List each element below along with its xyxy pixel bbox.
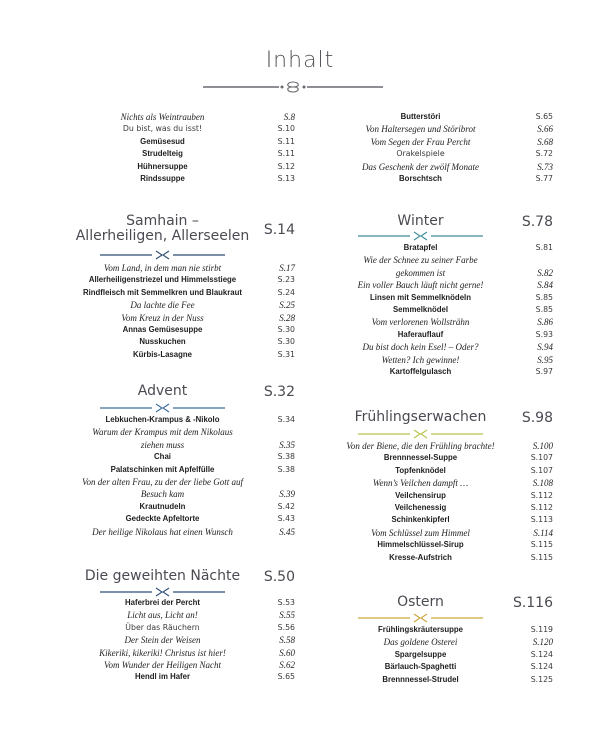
entry-page: S.124 (530, 662, 553, 672)
intro-section (70, 111, 295, 185)
entry-page: S.55 (279, 610, 295, 621)
entry-page: S.95 (537, 354, 553, 365)
entry-title: Kresse-Aufstrich (389, 552, 452, 562)
ornament-winter (358, 231, 483, 241)
entry-title: Krautnudeln (139, 501, 186, 511)
entry-page: S.65 (277, 672, 295, 682)
toc-entry (70, 464, 295, 476)
toc-entry (328, 111, 553, 123)
entry-title: Von der alten Frau, zu der der liebe Gott auf (82, 476, 243, 487)
section-title-fruehling: Frühlingserwachen (354, 409, 487, 425)
section-title-ostern: Ostern (397, 594, 444, 610)
entry-page: S.56 (277, 622, 295, 632)
toc-entry (328, 624, 553, 636)
toc-entry (70, 476, 295, 488)
entry-title: Licht aus, Licht an! (127, 610, 198, 621)
toc-entry (70, 111, 295, 123)
entry-title: Kartoffelgulasch (389, 366, 452, 376)
section-title-winter: Winter (397, 213, 444, 229)
entry-page: S.12 (277, 161, 295, 171)
entry-page: S.60 (279, 647, 295, 658)
entry-title: Der heilige Nikolaus hat einen Wunsch (92, 526, 233, 537)
toc-entry (328, 649, 553, 661)
toc-entry (70, 414, 295, 426)
entry-title: Rindfleisch mit Semmelkren und Blaukraut (82, 287, 242, 297)
entry-title: Allerheiligenstriezel und Himmelsstiege (88, 275, 237, 285)
toc-entry (328, 539, 553, 551)
toc-entry (328, 552, 553, 564)
section-page-samhain: S.14 (263, 222, 295, 238)
entry-title: Butterstöri (400, 112, 441, 121)
entry-title: Rindssuppe (140, 173, 185, 183)
entry-title: Von der Biene, die den Frühling brachte! (346, 441, 495, 451)
entry-page: S.72 (535, 149, 553, 159)
toc-entry (70, 123, 295, 135)
entry-title: Chai (154, 452, 171, 462)
entry-page: S.35 (279, 439, 295, 450)
ornament-naechte (100, 587, 225, 597)
toc-entry (70, 526, 295, 538)
entry-page: S.93 (535, 329, 553, 339)
toc-entry (328, 279, 553, 291)
toc-entry (328, 123, 553, 135)
toc-entry (70, 173, 295, 185)
entry-page: S.86 (537, 317, 553, 328)
entry-page: S.115 (530, 552, 553, 562)
entry-page: S.11 (277, 136, 295, 146)
entry-page: S.107 (530, 453, 553, 463)
entry-page: S.34 (277, 415, 295, 424)
entry-page: S.125 (530, 674, 553, 684)
section-advent (70, 384, 295, 538)
toc-entry (70, 609, 295, 621)
ornament-advent (100, 403, 225, 413)
entry-title: Topfenknödel (395, 465, 446, 475)
entry-page: S.31 (277, 349, 295, 359)
entry-page: S.43 (277, 514, 295, 524)
toc-entry (70, 148, 295, 160)
entry-title: Das goldene Osterei (383, 637, 458, 648)
toc-entry (328, 366, 553, 378)
entry-page: S.8 (283, 112, 295, 122)
entry-page: S.107 (530, 465, 553, 475)
entry-title: Palatschinken mit Apfelfülle (110, 464, 215, 474)
toc-entry (70, 161, 295, 173)
entry-title: Nichts als Weintrauben (120, 112, 205, 122)
entry-title: Strudelteig (142, 149, 183, 159)
entry-page: S.39 (279, 489, 295, 500)
entry-page: S.77 (535, 173, 553, 183)
entry-page: S.85 (535, 304, 553, 314)
entry-title: Veilchenessig (394, 502, 447, 512)
toc-entry (328, 514, 553, 526)
entry-page: S.17 (279, 263, 295, 273)
toc-entry (70, 488, 295, 500)
entry-page: S.42 (277, 501, 295, 511)
toc-entry (328, 148, 553, 160)
entry-page: S.113 (530, 515, 553, 525)
entry-page: S.10 (277, 124, 295, 134)
toc-entry (328, 304, 553, 316)
entry-title: Lebkuchen-Krampus & -Nikolo (105, 415, 220, 424)
entry-title: gekommen ist (395, 267, 446, 278)
toc-entry (328, 674, 553, 686)
entry-title: Vom Wunder der Heiligen Nacht (104, 659, 221, 670)
section-page-ostern: S.116 (512, 595, 553, 611)
entry-title: Ein voller Bauch läuft nicht gerne! (357, 280, 484, 291)
entry-title: Vom Kreuz in der Nuss (121, 312, 204, 323)
entry-page: S.112 (530, 502, 553, 512)
entry-page: S.82 (537, 267, 553, 278)
entry-title: Hühnersuppe (137, 161, 188, 171)
section-page-naechte: S.50 (263, 569, 295, 585)
toc-entry (328, 161, 553, 173)
entry-title: Orakelspiele (396, 149, 445, 159)
toc-entry (70, 262, 295, 274)
entry-title: Über das Räuchern (125, 622, 200, 632)
section-naechte (70, 569, 295, 684)
entry-page: S.73 (537, 161, 553, 172)
entry-title: Hendl im Hafer (134, 672, 191, 682)
title-ornament (203, 80, 383, 94)
toc-entry (70, 671, 295, 683)
toc-entry (70, 349, 295, 361)
entry-title: Haferbrei der Percht (125, 598, 200, 607)
entry-page: S.94 (537, 342, 553, 353)
entry-title: Vom Land, in dem man nie stirbt (103, 263, 222, 273)
section-title-naechte: Die geweihten Nächte (84, 568, 241, 584)
page-title: Inhalt (265, 48, 335, 73)
toc-entry (328, 477, 553, 489)
toc-entry (70, 451, 295, 463)
toc-entry (328, 136, 553, 148)
entry-page: S.115 (530, 540, 553, 550)
toc-entry (70, 501, 295, 513)
section-ostern (328, 595, 553, 686)
entry-page: S.13 (277, 173, 295, 183)
toc-entry (70, 287, 295, 299)
entry-page: S.23 (277, 275, 295, 285)
toc-entry (328, 267, 553, 279)
entry-title: Das Geschenk der zwölf Monate (362, 161, 479, 172)
section-page-advent: S.32 (263, 384, 295, 400)
toc-entry (328, 636, 553, 648)
entry-title: Schinkenkipferl (391, 515, 450, 525)
entry-title: Spargelsuppe (394, 649, 447, 659)
entry-page: S.38 (277, 464, 295, 474)
entry-title: Wie der Schnee zu seiner Farbe (363, 255, 478, 266)
entry-title: Brennnessel-Strudel (382, 674, 459, 684)
toc-entry (328, 502, 553, 514)
entry-title: Nusskuchen (139, 337, 186, 347)
toc-entry (70, 597, 295, 609)
entry-title: Du bist doch kein Esel! – Oder? (362, 342, 479, 353)
ornament-ostern (358, 613, 483, 623)
entry-page: S.108 (532, 478, 553, 489)
section-page-fruehling: S.98 (521, 410, 553, 426)
entry-page: S.119 (530, 625, 553, 634)
entry-title: Gedeckte Apfeltorte (125, 514, 200, 524)
entry-page: S.68 (537, 136, 553, 147)
toc-entry (70, 426, 295, 438)
entry-page: S.53 (277, 598, 295, 607)
entry-page: S.120 (532, 637, 553, 648)
toc-entry (328, 452, 553, 464)
toc-entry (70, 659, 295, 671)
entry-title: Semmelknödel (392, 304, 449, 314)
toc-entry (328, 527, 553, 539)
entry-title: Annas Gemüsesuppe (122, 324, 203, 334)
entry-title: Wetten? Ich gewinne! (381, 354, 460, 365)
entry-title: Wenn’s Veilchen dampft … (372, 478, 469, 489)
entry-page: S.81 (535, 243, 553, 252)
entry-page: S.124 (530, 649, 553, 659)
toc-entry (70, 312, 295, 324)
toc-entry (328, 341, 553, 353)
section-page-winter: S.78 (521, 214, 553, 230)
entry-title: Kikeriki, kikeriki! Christus ist hier! (99, 647, 226, 658)
toc-entry (328, 254, 553, 266)
entry-title: Vom Segen der Frau Percht (370, 136, 471, 147)
entry-page: S.97 (535, 366, 553, 376)
entry-page: S.58 (279, 635, 295, 646)
entry-title: Brennnessel-Suppe (383, 453, 458, 463)
entry-title: Kürbis-Lasagne (133, 349, 192, 359)
entry-page: S.66 (537, 124, 553, 135)
toc-entry (328, 242, 553, 254)
toc-entry (70, 439, 295, 451)
entry-title: Bratapfel (403, 243, 438, 252)
toc-entry (70, 336, 295, 348)
toc-entry (328, 354, 553, 366)
entry-title: Himmelschlüssel-Sirup (377, 540, 464, 550)
toc-entry (328, 440, 553, 452)
entry-title: Vom verlorenen Wollsträhn (371, 317, 470, 328)
toc-entry (70, 136, 295, 148)
toc-entry (70, 622, 295, 634)
right-intro-section (328, 111, 553, 185)
toc-entry (328, 316, 553, 328)
ornament-samhain (100, 250, 225, 260)
entry-page: S.45 (279, 526, 295, 537)
entry-title: Veilchensirup (395, 490, 446, 500)
toc-entry (70, 299, 295, 311)
entry-title: Bärlauch-Spaghetti (384, 662, 457, 672)
section-winter (328, 214, 553, 378)
section-title-samhain: Samhain – Allerheiligen, Allerseelen (75, 213, 250, 244)
toc-entry (70, 647, 295, 659)
entry-title: Vom Schlüssel zum Himmel (371, 527, 470, 538)
entry-title: Warum der Krampus mit dem Nikolaus (92, 427, 233, 438)
entry-page: S.30 (277, 337, 295, 347)
entry-page: S.30 (277, 324, 295, 334)
entry-page: S.114 (533, 527, 553, 538)
entry-page: S.11 (277, 149, 295, 159)
entry-title: Gemüsesud (140, 136, 185, 146)
entry-title: Haferauflauf (397, 329, 444, 339)
entry-title: Borschtsch (399, 173, 442, 183)
toc-entry (328, 465, 553, 477)
entry-page: S.100 (532, 441, 553, 451)
toc-entry (328, 292, 553, 304)
entry-page: S.65 (535, 112, 553, 121)
entry-page: S.112 (530, 490, 553, 500)
entry-page: S.25 (279, 300, 295, 311)
entry-title: Da lachte die Fee (130, 300, 195, 311)
entry-title: Der Stein der Weisen (124, 635, 201, 646)
toc-entry (70, 274, 295, 286)
entry-page: S.62 (279, 659, 295, 670)
toc-entry (70, 513, 295, 525)
toc-entry (328, 661, 553, 673)
toc-entry (328, 490, 553, 502)
entry-page: S.24 (277, 287, 295, 297)
entry-title: Besuch kam (140, 489, 185, 500)
entry-title: ziehen muss (140, 439, 185, 450)
toc-entry (328, 329, 553, 341)
entry-title: Frühlingskräutersuppe (378, 625, 463, 634)
toc-entry (70, 324, 295, 336)
entry-title: Du bist, was du isst! (122, 124, 203, 134)
section-title-advent: Advent (137, 383, 188, 399)
section-fruehling (328, 410, 553, 564)
entry-page: S.38 (277, 452, 295, 462)
toc-entry (328, 173, 553, 185)
entry-title: Linsen mit Semmelknödeln (370, 292, 471, 302)
entry-page: S.84 (537, 280, 553, 291)
ornament-fruehling (358, 429, 483, 439)
entry-title: Von Haltersegen und Störibrot (365, 124, 476, 135)
entry-page: S.28 (279, 312, 295, 323)
section-samhain (70, 214, 295, 361)
toc-entry (70, 634, 295, 646)
entry-page: S.85 (535, 292, 553, 302)
